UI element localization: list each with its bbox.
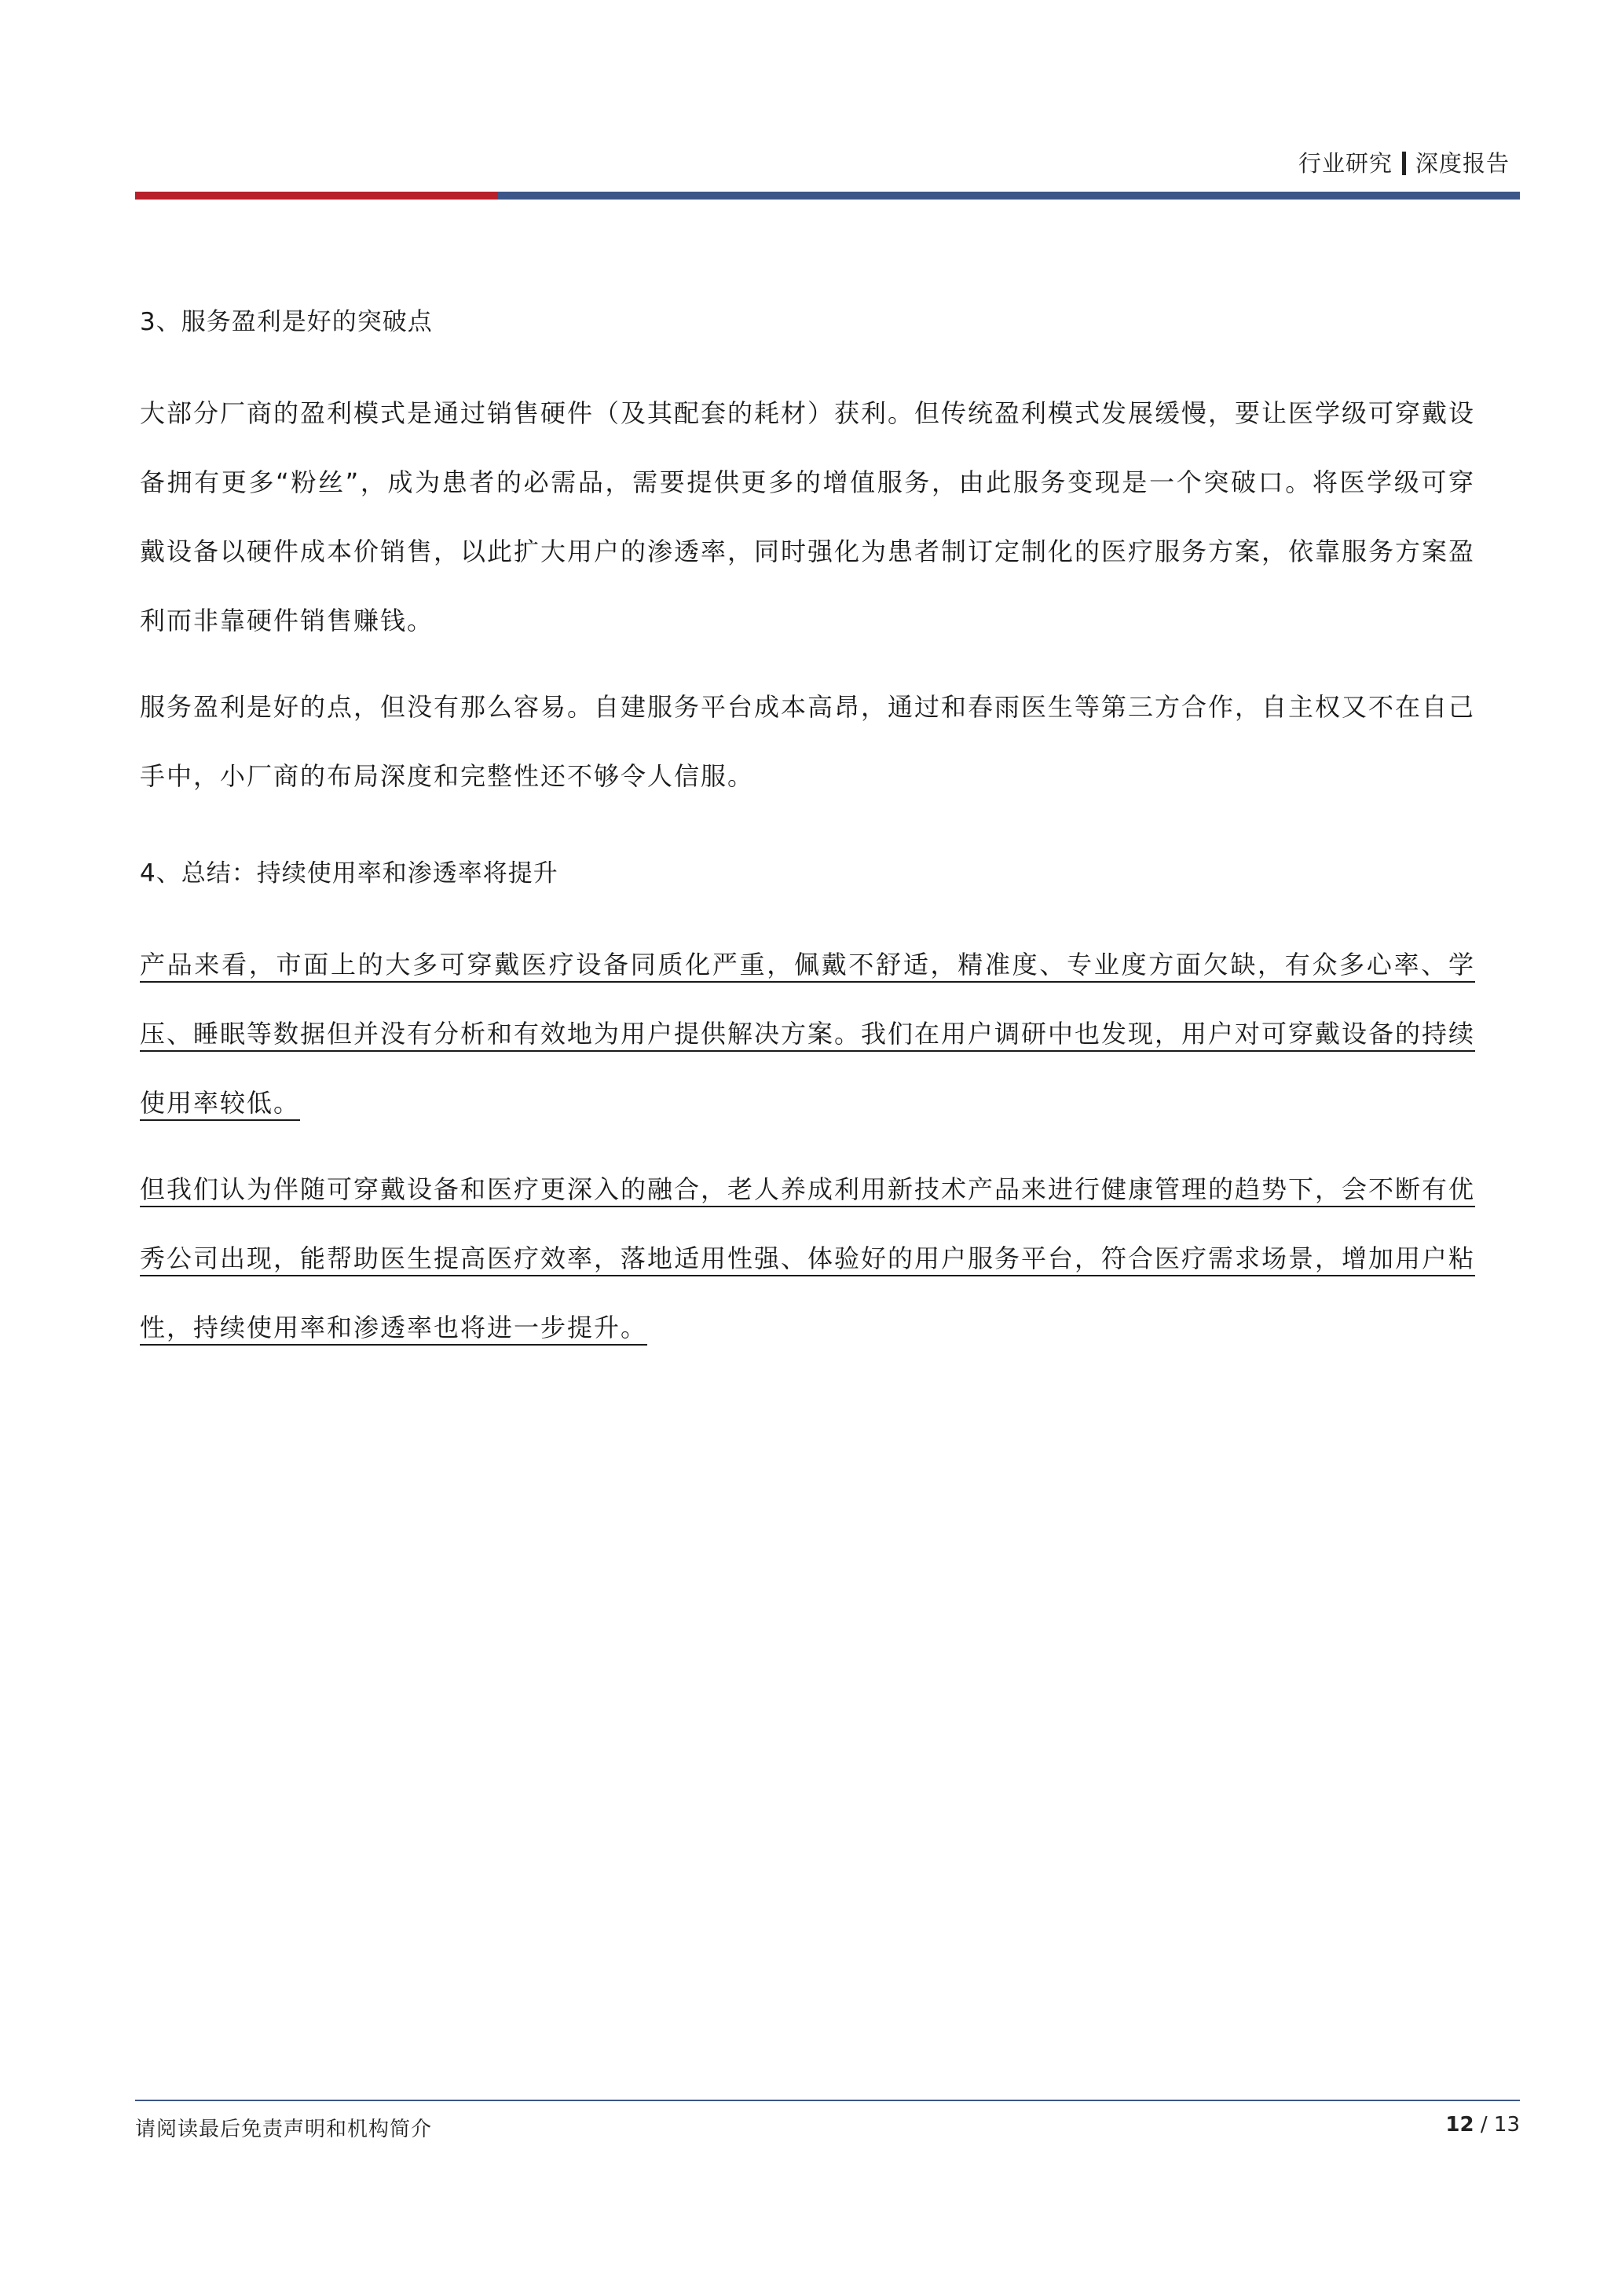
page-total: 13 bbox=[1493, 2113, 1520, 2137]
report-header-label bbox=[1298, 146, 1510, 178]
header-color-bar bbox=[135, 192, 1520, 200]
header-report-type: 深度报告 bbox=[1415, 150, 1510, 177]
header-separator bbox=[1402, 152, 1406, 175]
header-bar-blue-segment bbox=[498, 192, 1520, 200]
section-heading-4: 4、总结：持续使用率和渗透率将提升 bbox=[140, 859, 558, 888]
section-4-paragraph-1: 产品来看，市面上的大多可穿戴医疗设备同质化严重，佩戴不舒适，精准度、专业度方面欠缺，有众多心率、学压、睡眠等数据但并没有分析和有效地为用户提供解决方案。我们在用户调研中也发现，用户对可穿戴设备的持续使用率较低。 bbox=[140, 950, 1476, 1118]
header-category: 行业研究 bbox=[1298, 150, 1393, 177]
section-heading-3: 3、服务盈利是好的突破点 bbox=[140, 308, 433, 336]
page-body bbox=[140, 298, 1475, 1362]
footer-divider bbox=[135, 2100, 1520, 2101]
section-4-paragraph-2: 但我们认为伴随可穿戴设备和医疗更深入的融合，老人养成利用新技术产品来进行健康管理的趋势下，会不断有优秀公司出现，能帮助医生提高医疗效率，落地适用性强、体验好的用户服务平台，符合医疗需求场景，增加用户粘性，持续使用率和渗透率也将进一步提升。 bbox=[140, 1174, 1476, 1342]
section-3-paragraph-2: 服务盈利是好的点，但没有那么容易。自建服务平台成本高昂，通过和春雨医生等第三方合作，自主权又不在自己手中，小厂商的布局深度和完整性还不够令人信服。 bbox=[140, 692, 1476, 791]
header-bar-red-segment bbox=[135, 192, 498, 200]
page-separator: / bbox=[1474, 2113, 1494, 2137]
page-current: 12 bbox=[1445, 2113, 1474, 2137]
footer-disclaimer: 请阅读最后免责声明和机构简介 bbox=[135, 2118, 433, 2141]
page-number bbox=[1445, 2113, 1520, 2137]
section-3-paragraph-1: 大部分厂商的盈利模式是通过销售硬件（及其配套的耗材）获利。但传统盈利模式发展缓慢，要让医学级可穿戴设备拥有更多“粉丝”，成为患者的必需品，需要提供更多的增值服务，由此服务变现是一个突破口。将医学级可穿戴设备以硬件成本价销售，以此扩大用户的渗透率，同时强化为患者制订定制化的医疗服务方案，依靠服务方案盈利而非靠硬件销售赚钱。 bbox=[140, 398, 1476, 635]
